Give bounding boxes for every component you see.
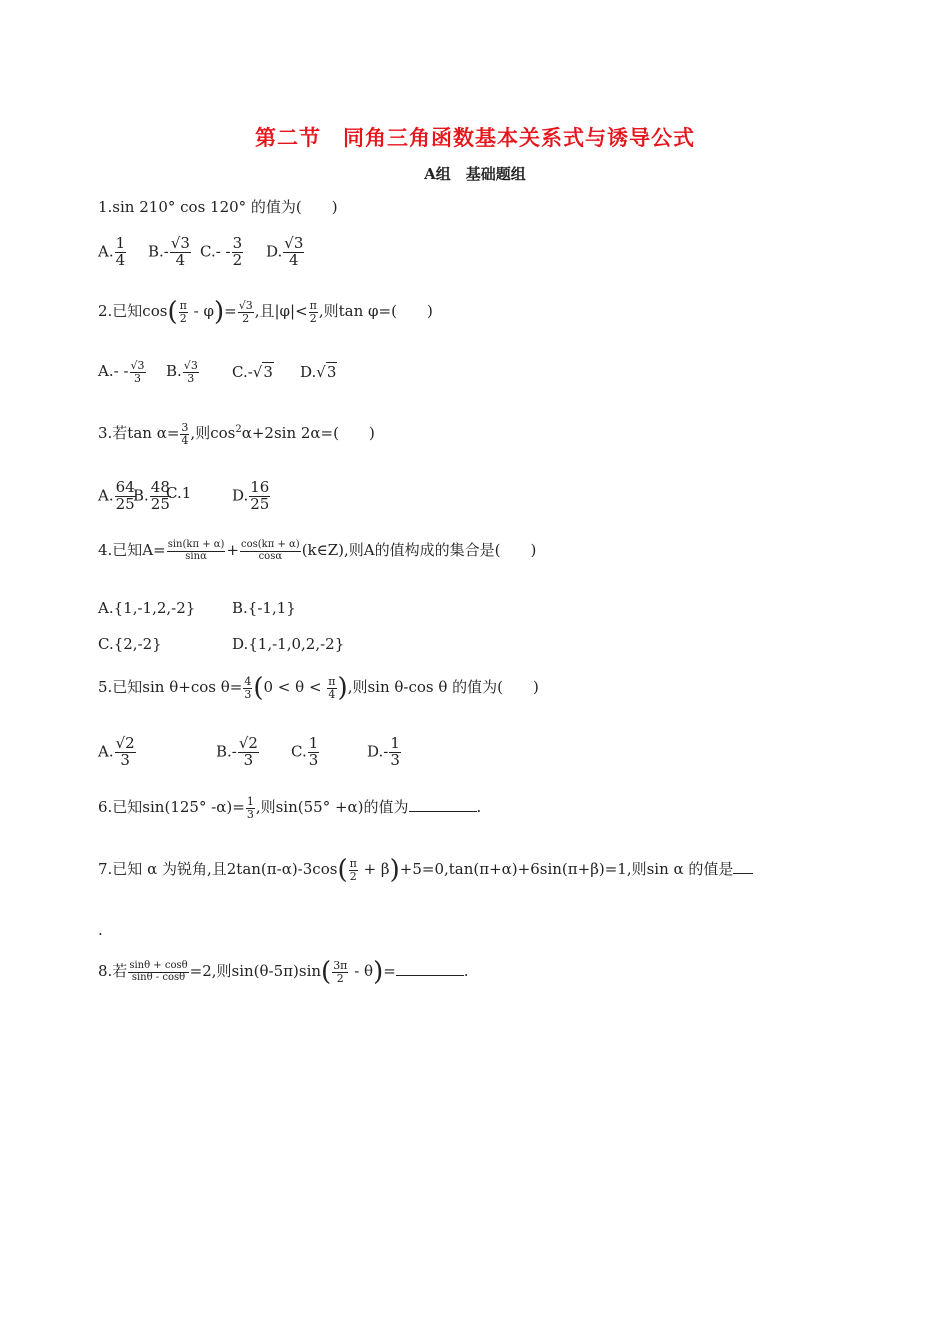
q1-option-c: C.- - $\frac{3}{2}$ [200,234,243,269]
q4-option-b: B.{-1,1} [232,599,296,617]
q5-option-a: A. $\frac{√2}{3}$ [98,734,135,769]
q3-option-c: C.1 [166,484,192,502]
question-5: 5.已知sin θ+cos θ= $\frac{4}{3}$ (0 < θ < $\frac{\pi}{4}$ ),则sin θ-cos θ 的值为( ) [98,673,539,704]
q5-option-b: B.- $\frac{√2}{3}$ [216,734,258,769]
question-7: 7.已知 α 为锐角,且2tan(π-α)-3cos( $\frac{\pi}{2}$ + β)+5=0,tan(π+α)+6sin(π+β)=1,则sin α 的值是 [98,858,753,882]
question-2: 2.已知cos( $\frac{\pi}{2}$ - φ)= $\frac{√3}{2}$ ,且|φ|< $\frac{\pi}{2}$ ,则tan φ=( ) [98,297,433,328]
question-1: 1.sin 210° cos 120° 的值为( ) [98,198,338,216]
question-8: 8.若 $\frac{\sin\theta + \cos\theta}{\sin\theta - \cos\theta}$ =2,则sin(θ-5π)sin( $\frac{3\pi}{2}$ - θ)= . [98,957,469,988]
group-heading: A组 基础题组 [424,165,526,183]
q2-option-d: D.√3 [300,363,337,381]
q2-option-c: C.-√3 [232,363,273,381]
q1-option-d: D. $\frac{√3}{4}$ [266,234,304,269]
q1-option-a: A. $\frac{1}{4}$ [98,234,126,269]
question-3: 3.若tan α= $\frac{3}{4}$ ,则$\cos^2\alpha+2\sin$ 2α=( ) [98,420,375,447]
q7-end: . [98,921,103,939]
q4-option-d: D.{1,-1,0,2,-2} [232,635,345,653]
q2-option-a: A.- - $\frac{√3}{3}$ [98,359,145,385]
q3-option-a: A. $\frac{64}{25}$ [98,478,135,513]
q1-option-b: B.- $\frac{√3}{4}$ [148,234,190,269]
question-6: 6.已知sin(125° -α)= $\frac{1}{3}$ ,则sin(55° +α)的值为 . [98,795,482,821]
q8-answer-blank[interactable] [396,975,464,976]
q2-option-b: B. $\frac{√3}{3}$ [166,359,198,385]
q3-option-d: D. $\frac{16}{25}$ [232,478,270,513]
q3-option-b: B. $\frac{48}{25}$ [133,478,170,513]
section-title: 第二节 同角三角函数基本关系式与诱导公式 [255,125,695,150]
q4-option-c: C.{2,-2} [98,635,162,653]
q5-option-c: C. $\frac{1}{3}$ [291,734,319,769]
q5-option-d: D.- $\frac{1}{3}$ [367,734,400,769]
q7-answer-blank[interactable] [733,873,753,874]
question-4: 4.已知A= $\frac{\sin(k\pi + \alpha)}{\sin\alpha}$ + $\frac{\cos(k\pi + \alpha)}{\cos\alpha}$ (k∈Z),则A的值构成的集合是( ) [98,539,537,562]
q6-answer-blank[interactable] [409,811,477,812]
q4-option-a: A.{1,-1,2,-2} [98,599,196,617]
